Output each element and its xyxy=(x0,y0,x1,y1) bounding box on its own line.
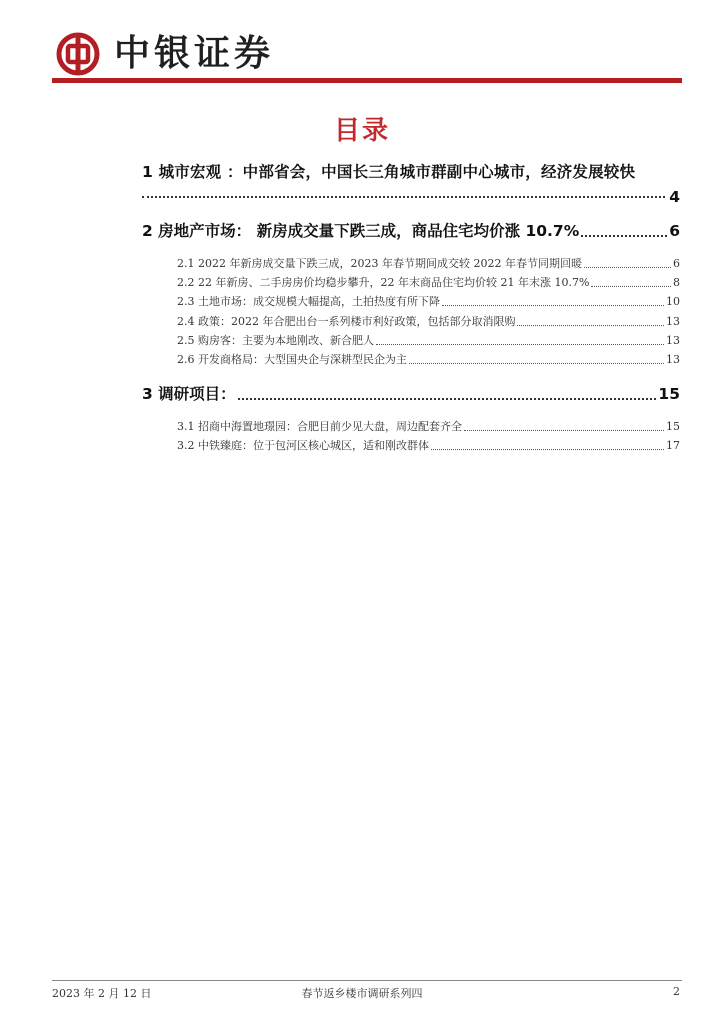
toc-entry-page: 17 xyxy=(666,439,680,452)
leader-dots xyxy=(238,398,657,400)
toc-subentry-2-2[interactable] xyxy=(177,274,680,290)
footer-rule xyxy=(52,980,682,981)
toc-subentry-2-3[interactable] xyxy=(177,293,680,309)
toc-entry-label: 2.6 开发商格局：大型国央企与深耕型民企为主 xyxy=(177,353,407,366)
toc-subentry-3-2[interactable] xyxy=(177,437,680,453)
toc-subentry-3-1[interactable] xyxy=(177,418,680,434)
toc-entry-page: 15 xyxy=(666,420,680,433)
toc-entry-label: 1 城市宏观 ：中部省会，中国长三角城市群副中心城市，经济发展较快 xyxy=(142,163,636,181)
toc-entry-page: 13 xyxy=(666,353,680,366)
toc-entry-3[interactable] xyxy=(142,382,680,404)
leader-dots xyxy=(517,325,664,326)
toc-entry-label: 2 房地产市场： 新房成交量下跌三成，商品住宅均价涨 10.7% xyxy=(142,222,580,240)
leader-dots xyxy=(431,449,664,450)
toc-subentry-2-6[interactable] xyxy=(177,351,680,367)
toc-entry-page: 6 xyxy=(669,222,680,240)
footer-page-number: 2 xyxy=(673,985,680,998)
footer-series-title: 春节返乡楼市调研系列四 xyxy=(301,987,423,1000)
leader-dots xyxy=(376,344,664,345)
toc-entry-page: 8 xyxy=(673,276,680,289)
toc-entry-label: 3.2 中铁臻庭：位于包河区核心城区，适和刚改群体 xyxy=(177,439,429,452)
toc-entry-label: 2.4 政策：2022 年合肥出台一系列楼市利好政策，包括部分取消限购 xyxy=(177,315,516,328)
toc-subentry-2-5[interactable] xyxy=(177,332,680,348)
page-header xyxy=(52,26,682,82)
toc-subentry-2-4[interactable] xyxy=(177,313,680,329)
leader-dots xyxy=(442,305,664,306)
toc-subentry-2-1[interactable] xyxy=(177,255,680,271)
toc-entry-label: 2.3 土地市场：成交规模大幅提高，土拍热度有所下降 xyxy=(177,295,440,308)
leader-dots xyxy=(142,196,665,198)
toc-entry-label: 3 调研项目： xyxy=(142,385,236,403)
toc-entry-1[interactable] xyxy=(142,160,680,206)
toc-title: 目录 xyxy=(333,116,390,146)
toc-entry-page: 6 xyxy=(673,257,680,270)
toc-entry-page: 4 xyxy=(669,188,680,206)
leader-dots xyxy=(584,267,671,268)
toc-entry-label: 2.1 2022 年新房成交量下跌三成，2023 年春节期间成交较 2022 年春节同期回暖 xyxy=(177,257,582,270)
brand-name: 中银证券 xyxy=(114,33,275,74)
footer-date: 2023 年 2 月 12 日 xyxy=(52,987,152,1000)
toc-entry-page: 15 xyxy=(658,385,680,403)
leader-dots xyxy=(464,430,664,431)
leader-dots xyxy=(591,286,671,287)
toc-entry-label: 3.1 招商中海置地璟园：合肥目前少见大盘，周边配套齐全 xyxy=(177,420,462,433)
toc-entry-label: 2.2 22 年新房、二手房房价均稳步攀升，22 年末商品住宅均价较 21 年末涨 10.7% xyxy=(177,276,590,289)
leader-dots xyxy=(409,363,664,364)
boc-logo-icon xyxy=(56,32,100,76)
header-rule xyxy=(52,78,682,83)
toc-entry-page: 10 xyxy=(666,295,680,308)
toc-entry-label: 2.5 购房客：主要为本地刚改、新合肥人 xyxy=(177,334,374,347)
toc-entry-2[interactable] xyxy=(142,219,680,241)
toc-entry-page: 13 xyxy=(666,334,680,347)
leader-dots xyxy=(581,235,667,237)
toc-entry-page: 13 xyxy=(666,315,680,328)
